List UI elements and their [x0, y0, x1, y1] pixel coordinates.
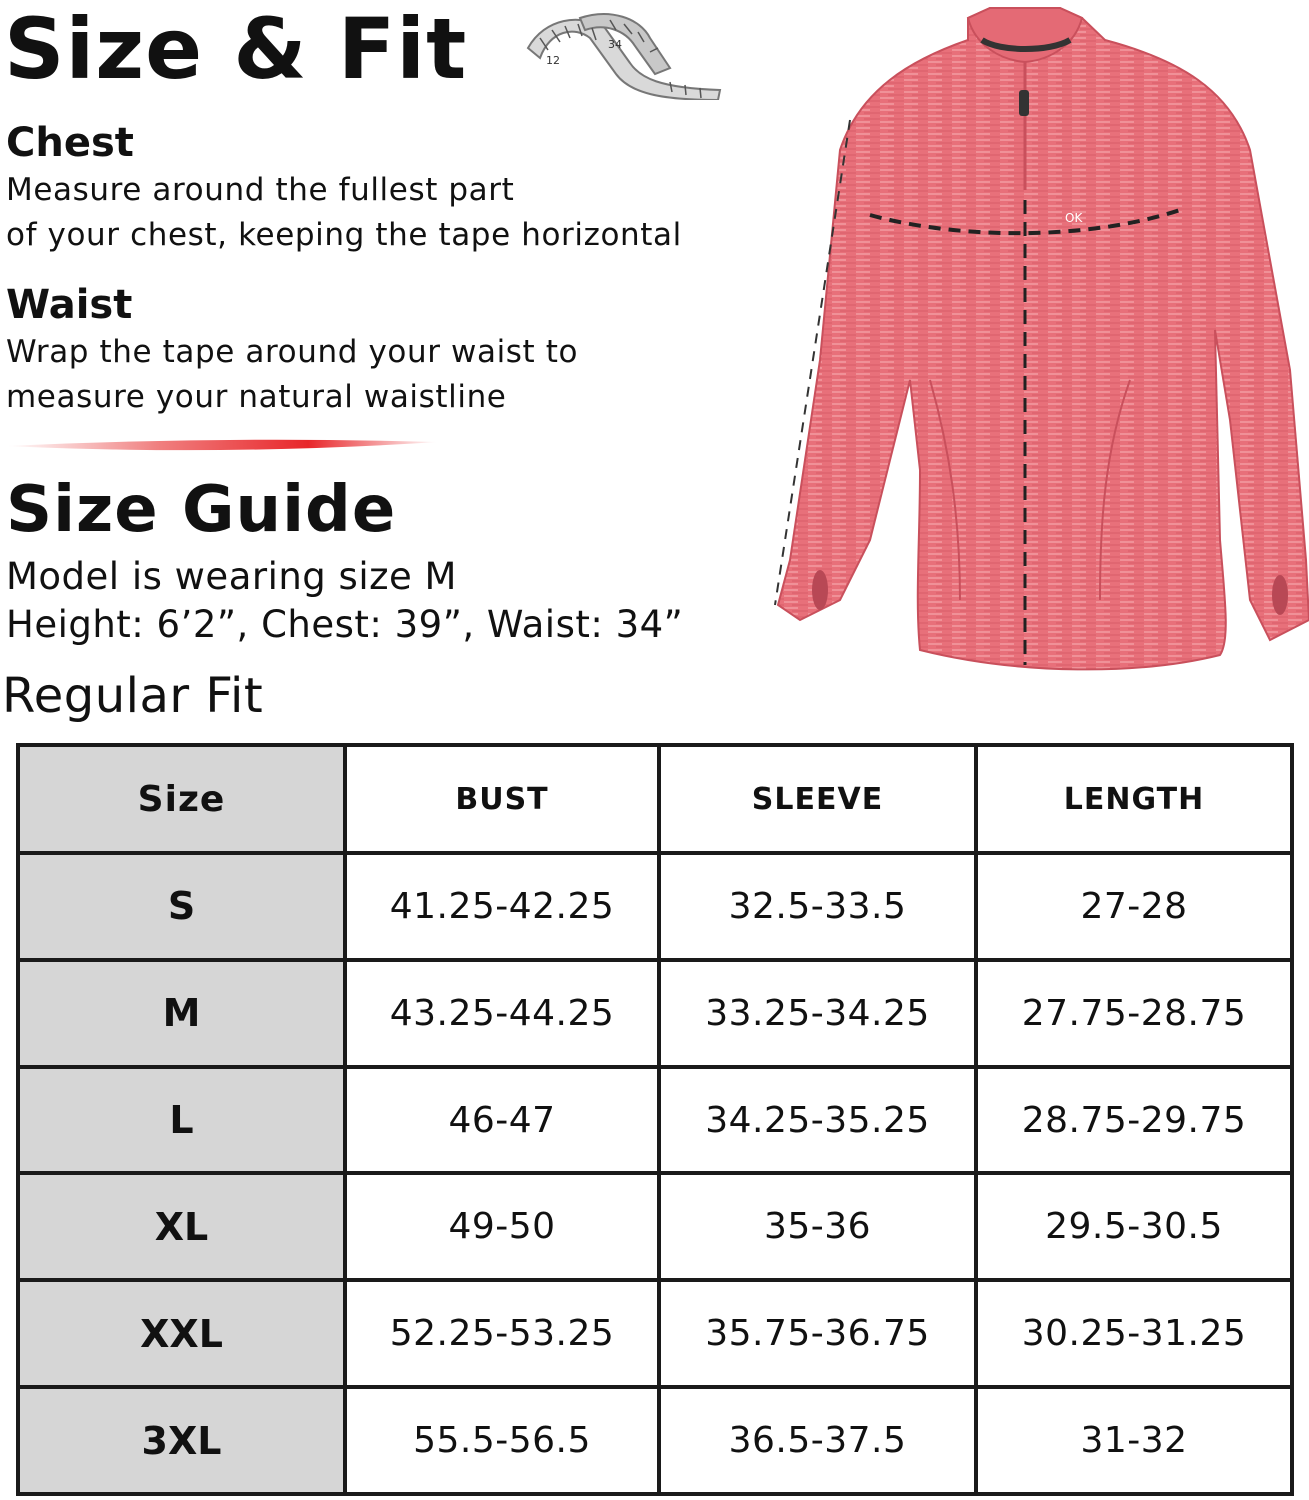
bust-cell: 43.25-44.25 — [345, 960, 659, 1067]
waist-description-line-2: measure your natural waistline — [6, 379, 507, 415]
size-cell: XL — [18, 1173, 345, 1280]
svg-text:34: 34 — [608, 38, 622, 51]
bust-cell: 46-47 — [345, 1067, 659, 1174]
svg-text:12: 12 — [546, 54, 560, 67]
length-cell: 31-32 — [976, 1387, 1292, 1494]
length-cell: 29.5-30.5 — [976, 1173, 1292, 1280]
size-cell: M — [18, 960, 345, 1067]
table-row — [18, 1280, 1292, 1387]
length-cell: 30.25-31.25 — [976, 1280, 1292, 1387]
measuring-tape-icon — [520, 8, 725, 100]
length-cell: 28.75-29.75 — [976, 1067, 1292, 1174]
model-info — [6, 553, 683, 649]
size-guide-title: Size Guide — [6, 473, 397, 547]
length-cell: 27.75-28.75 — [976, 960, 1292, 1067]
header-size: Size — [18, 745, 345, 853]
sleeve-cell: 35.75-36.75 — [659, 1280, 976, 1387]
size-cell: L — [18, 1067, 345, 1174]
chest-description-line-2: of your chest, keeping the tape horizontal — [6, 217, 682, 253]
bust-cell: 52.25-53.25 — [345, 1280, 659, 1387]
model-size-line: Model is wearing size M — [6, 555, 457, 598]
waist-description — [6, 330, 578, 420]
sleeve-cell: 34.25-35.25 — [659, 1067, 976, 1174]
size-cell: 3XL — [18, 1387, 345, 1494]
sleeve-cell: 32.5-33.5 — [659, 853, 976, 960]
size-chart-table — [16, 743, 1294, 1496]
table-header-row — [18, 745, 1292, 853]
pink-quarter-zip-shirt-image — [760, 0, 1309, 690]
chest-description — [6, 168, 682, 258]
header-length: LENGTH — [976, 745, 1292, 853]
bust-cell: 41.25-42.25 — [345, 853, 659, 960]
size-cell: XXL — [18, 1280, 345, 1387]
chest-heading: Chest — [6, 120, 134, 166]
table-row — [18, 1387, 1292, 1494]
red-divider — [6, 434, 438, 458]
fit-label: Regular Fit — [2, 668, 264, 724]
waist-heading: Waist — [6, 282, 133, 328]
bust-cell: 55.5-56.5 — [345, 1387, 659, 1494]
sleeve-cell: 33.25-34.25 — [659, 960, 976, 1067]
chest-description-line-1: Measure around the fullest part — [6, 172, 515, 208]
table-row — [18, 1173, 1292, 1280]
model-measurements-line: Height: 6’2”, Chest: 39”, Waist: 34” — [6, 603, 684, 646]
size-cell: S — [18, 853, 345, 960]
sleeve-cell: 36.5-37.5 — [659, 1387, 976, 1494]
header-sleeve: SLEEVE — [659, 745, 976, 853]
length-cell: 27-28 — [976, 853, 1292, 960]
bust-cell: 49-50 — [345, 1173, 659, 1280]
sleeve-cell: 35-36 — [659, 1173, 976, 1280]
header-bust: BUST — [345, 745, 659, 853]
table-row — [18, 960, 1292, 1067]
page-title: Size & Fit — [4, 0, 468, 98]
table-row — [18, 853, 1292, 960]
waist-description-line-1: Wrap the tape around your waist to — [6, 334, 579, 370]
shirt-logo: OK — [1065, 211, 1083, 225]
table-row — [18, 1067, 1292, 1174]
